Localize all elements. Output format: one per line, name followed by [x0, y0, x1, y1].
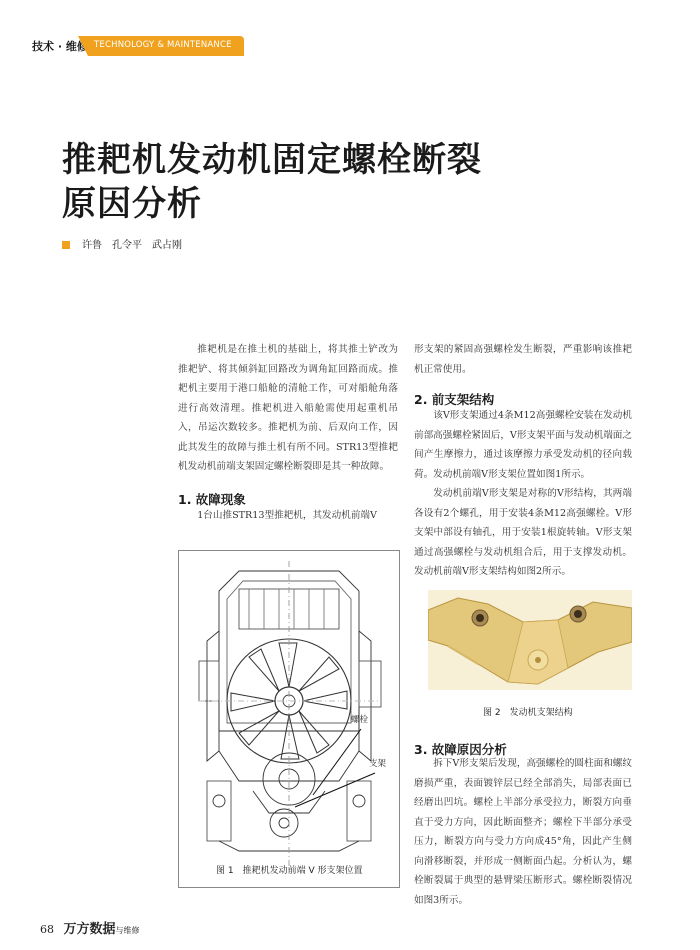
- figure2-caption: 图 2 发动机支架结构: [483, 708, 573, 718]
- bracket-photo: [428, 590, 632, 690]
- article-title: [62, 138, 482, 226]
- section2-paragraph2: 发动机前端V形支架是对称的V形结构，其两端各设有2个螺孔，用于安装4条M12高强螺栓。V形支架中部设有轴孔，用于安装1根旋转轴。V形支架通过高强螺栓与发动机组合后，用于支撑发动机。发动机前端V形支架结构如图2所示。: [414, 488, 632, 577]
- footer-brand: 万方数据: [63, 922, 116, 937]
- section-label-en: TECHNOLOGY & MAINTENANCE: [94, 40, 232, 50]
- author-marker-icon: [62, 241, 70, 249]
- title-line-2: 原因分析: [62, 184, 202, 224]
- section2-paragraph1: 该V形支架通过4条M12高强螺栓安装在发动机前部高强螺栓紧固后，V形支架平面与发动机端面之间产生摩擦力，通过该摩擦力承受发动机的径向载荷。发动机前端V形支架位置如图1所示。: [414, 410, 632, 480]
- page-number: 68: [40, 923, 54, 936]
- section1-cont-paragraph: 形支架的紧固高强螺栓发生断裂，严重影响该推耙机正常使用。: [414, 344, 632, 375]
- section2-block: [414, 406, 632, 582]
- section-tab: [88, 36, 244, 56]
- authors: 许鲁 孔令平 武占刚: [82, 240, 182, 251]
- section-label-zh: 技术 · 维修: [32, 40, 88, 53]
- figure1-label-bracket: 支架: [369, 759, 387, 769]
- section1-paragraph: 1台山推STR13型推耙机，其发动机前端V: [197, 510, 377, 521]
- author-line: [62, 236, 182, 251]
- figure1-caption: 图 1 推耙机发动前端 V 形支架位置: [216, 866, 363, 876]
- section1-block: [178, 506, 398, 526]
- section3-paragraph: 拆下V形支架后发现，高强螺栓的圆柱面和螺纹磨损严重，表面镀锌层已经全部消失，局部表面已经磨出凹坑。螺栓上半部分承受拉力，断裂方向垂直于受力方向，因此断面整齐；螺栓下半部分承受压力，断裂方向与受力方向成45°角，因此产生侧向滑移断裂，并形成一侧断面凸起。分析认为，螺栓断裂属于典型的悬臂梁压断形式。螺栓断裂情况如图3所示。: [414, 758, 632, 906]
- figure2: [428, 590, 632, 690]
- footer-sub: 与维修: [115, 926, 140, 935]
- figure1: [178, 550, 400, 888]
- page-footer: [40, 918, 140, 937]
- section3-block: [414, 754, 632, 910]
- section2-heading: 2. 前支架结构: [414, 392, 495, 407]
- section1-cont-block: [414, 340, 632, 379]
- intro-block: [178, 340, 398, 477]
- title-line-1: 推耙机发动机固定螺栓断裂: [62, 140, 482, 180]
- section3-heading: 3. 故障原因分析: [414, 742, 507, 757]
- intro-paragraph: 推耙机是在推土机的基础上，将其推土铲改为推耙铲、将其倾斜缸回路改为调角缸回路而成。推耙机主要用于港口船舱的清舱工作，可对船舱角落进行高效清理。推耙机进入船舱需使用起重机吊入，吊运次数较多。推耙机为前、后双向工作，因此其发生的故障与推土机有所不同。STR13型推耙机发动机前端支架固定螺栓断裂即是其一种故障。: [178, 344, 398, 472]
- figure1-label-bolt: 螺栓: [351, 715, 369, 725]
- section1-heading: 1. 故障现象: [178, 492, 246, 507]
